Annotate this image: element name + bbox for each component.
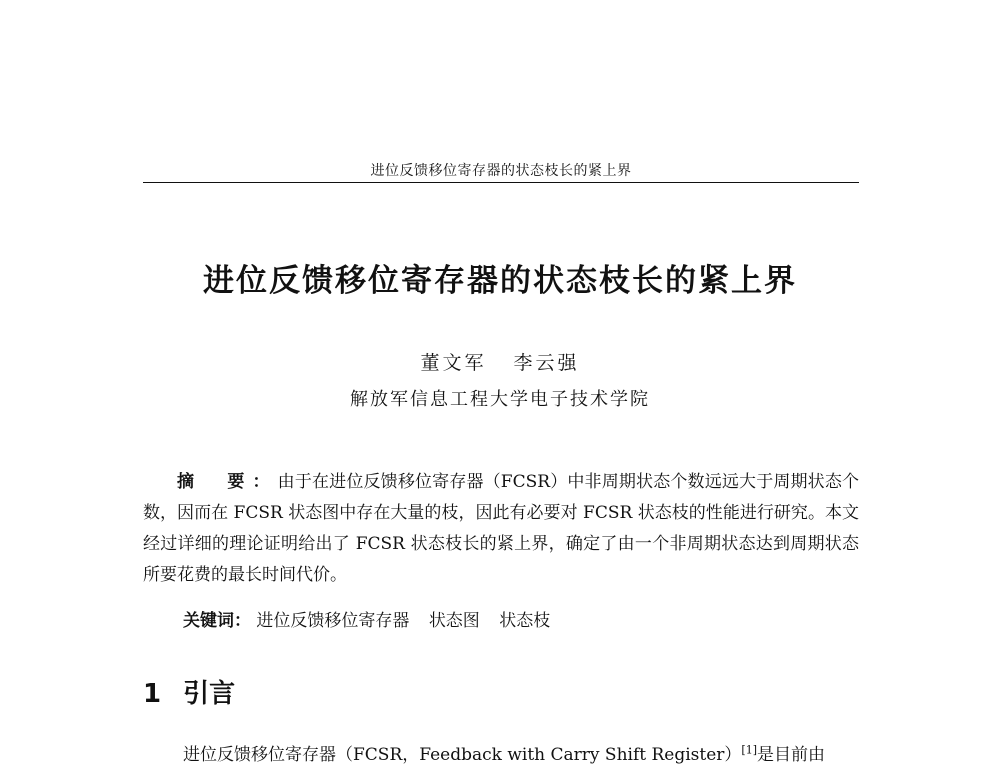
running-header: 进位反馈移位寄存器的状态枝长的紧上界 bbox=[370, 163, 632, 179]
author-name: 李云强 bbox=[513, 352, 580, 374]
header-rule bbox=[143, 182, 859, 183]
abstract bbox=[143, 467, 859, 591]
body-text-continuation: 是目前由 bbox=[757, 745, 826, 765]
keyword: 状态图 bbox=[428, 611, 480, 631]
section-heading bbox=[143, 673, 235, 710]
abstract-text: 由于在进位反馈移位寄存器（FCSR）中非周期状态个数远远大于周期状态个数，因而在 FCSR 状态图中存在大量的枝，因此有必要对 FCSR 状态枝的性能进行研究。本文经过详细的理论证明给出了 FCSR 状态枝长的紧上界，确定了由一个非周期状态达到周期状态所要花费的最长时间代价。 bbox=[143, 472, 860, 585]
body-text: 进位反馈移位寄存器（FCSR，Feedback with Carry Shift Register） bbox=[183, 745, 742, 765]
affiliation: 解放军信息工程大学电子技术学院 bbox=[350, 389, 650, 410]
paper-title: 进位反馈移位寄存器的状态枝长的紧上界 bbox=[203, 263, 797, 299]
author-name: 董文军 bbox=[420, 352, 487, 374]
keyword: 状态枝 bbox=[499, 611, 551, 631]
author-list bbox=[100, 348, 900, 375]
section-number: 1 bbox=[143, 679, 162, 709]
abstract-label: 摘 要： bbox=[177, 472, 278, 492]
citation-ref[interactable]: [1] bbox=[741, 743, 758, 757]
body-paragraph bbox=[183, 740, 859, 765]
keyword: 进位反馈移位寄存器 bbox=[256, 611, 410, 631]
keywords bbox=[183, 606, 859, 631]
section-title: 引言 bbox=[183, 679, 236, 709]
keywords-label: 关键词： bbox=[183, 611, 251, 631]
